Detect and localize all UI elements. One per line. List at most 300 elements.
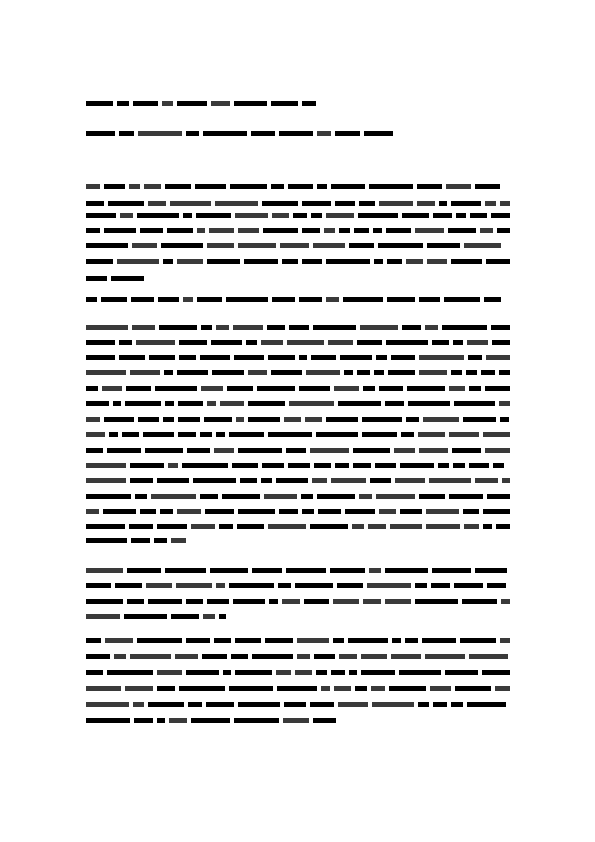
word-block: [379, 509, 396, 514]
word-block: [326, 259, 370, 264]
word-block: [86, 101, 113, 106]
word-block: [475, 568, 507, 573]
word-block: [299, 386, 330, 391]
word-block: [186, 638, 210, 643]
word-block: [321, 686, 330, 691]
word-block: [248, 401, 285, 406]
word-block: [238, 702, 280, 707]
word-block: [200, 432, 212, 437]
word-block: [331, 670, 345, 675]
word-block: [417, 201, 435, 206]
word-block: [104, 184, 125, 189]
word-block: [391, 355, 415, 360]
word-block: [233, 599, 265, 604]
word-block: [86, 568, 123, 573]
word-block: [140, 228, 163, 233]
word-block: [374, 370, 384, 375]
word-block: [132, 325, 155, 330]
word-block: [223, 670, 231, 675]
word-block: [297, 654, 310, 659]
word-block: [216, 325, 229, 330]
word-block: [157, 524, 187, 529]
word-block: [492, 340, 510, 345]
word-block: [165, 184, 191, 189]
word-block: [400, 509, 422, 514]
word-block: [158, 297, 179, 302]
word-block: [453, 463, 465, 468]
word-block: [469, 463, 489, 468]
word-block: [310, 448, 349, 453]
word-block: [220, 401, 244, 406]
text-line: [86, 259, 510, 264]
text-line: [86, 131, 398, 136]
word-block: [193, 478, 236, 483]
word-block: [212, 370, 244, 375]
word-block: [114, 654, 126, 659]
word-block: [354, 228, 369, 233]
text-line: [86, 417, 510, 422]
word-block: [133, 702, 144, 707]
word-block: [233, 325, 263, 330]
word-block: [339, 228, 350, 233]
text-line: [86, 101, 316, 106]
word-block: [86, 297, 97, 302]
word-block: [107, 448, 141, 453]
word-block: [146, 583, 172, 588]
word-block: [286, 448, 306, 453]
word-block: [261, 478, 272, 483]
word-block: [449, 432, 479, 437]
word-block: [168, 463, 178, 468]
word-block: [207, 259, 240, 264]
word-block: [295, 583, 333, 588]
word-block: [335, 463, 349, 468]
word-block: [144, 184, 161, 189]
word-block: [157, 478, 189, 483]
word-block: [311, 355, 336, 360]
word-block: [179, 355, 196, 360]
word-block: [86, 325, 128, 330]
word-block: [333, 599, 359, 604]
word-block: [252, 568, 282, 573]
word-block: [215, 201, 258, 206]
word-block: [456, 213, 466, 218]
word-block: [240, 478, 257, 483]
word-block: [501, 599, 510, 604]
word-block: [230, 184, 267, 189]
word-block: [119, 340, 132, 345]
word-block: [177, 101, 207, 106]
text-line: [86, 599, 510, 604]
word-block: [363, 386, 375, 391]
word-block: [137, 213, 179, 218]
word-block: [499, 370, 510, 375]
word-block: [399, 670, 441, 675]
word-block: [467, 702, 506, 707]
word-block: [432, 340, 449, 345]
word-block: [449, 494, 483, 499]
word-block: [175, 654, 198, 659]
word-block: [469, 654, 508, 659]
word-block: [201, 386, 223, 391]
word-block: [483, 524, 492, 529]
word-block: [104, 417, 134, 422]
word-block: [482, 670, 510, 675]
text-line: [86, 184, 510, 189]
word-block: [299, 297, 322, 302]
word-block: [206, 702, 234, 707]
word-block: [454, 401, 495, 406]
word-block: [372, 702, 414, 707]
word-block: [271, 101, 298, 106]
word-block: [402, 325, 421, 330]
word-block: [301, 494, 313, 499]
word-block: [313, 718, 336, 723]
word-block: [419, 370, 447, 375]
word-block: [138, 131, 182, 136]
word-block: [338, 702, 368, 707]
text-line: [86, 355, 510, 360]
word-block: [163, 417, 174, 422]
word-block: [334, 386, 359, 391]
word-block: [86, 401, 109, 406]
word-block: [499, 401, 510, 406]
text-line: [86, 614, 226, 619]
word-block: [485, 201, 496, 206]
word-block: [379, 386, 403, 391]
word-block: [297, 638, 329, 643]
word-block: [451, 702, 463, 707]
word-block: [491, 325, 510, 330]
word-block: [453, 340, 463, 345]
word-block: [484, 297, 501, 302]
word-block: [279, 509, 298, 514]
word-block: [316, 670, 327, 675]
word-block: [375, 463, 396, 468]
word-block: [348, 638, 388, 643]
word-block: [468, 355, 482, 360]
word-block: [86, 131, 115, 136]
word-block: [429, 478, 471, 483]
word-block: [306, 370, 340, 375]
word-block: [358, 213, 398, 218]
word-block: [495, 686, 510, 691]
word-block: [359, 201, 375, 206]
word-block: [401, 432, 414, 437]
word-block: [211, 101, 230, 106]
word-block: [157, 718, 165, 723]
word-block: [415, 599, 458, 604]
text-line: [86, 243, 510, 248]
word-block: [310, 702, 334, 707]
word-block: [483, 432, 510, 437]
word-block: [86, 478, 126, 483]
word-block: [211, 340, 242, 345]
word-block: [442, 325, 487, 330]
word-block: [126, 386, 151, 391]
word-block: [262, 201, 298, 206]
word-block: [157, 686, 175, 691]
word-block: [219, 614, 226, 619]
word-block: [200, 355, 230, 360]
text-line: [86, 509, 510, 514]
word-block: [278, 583, 291, 588]
word-block: [406, 259, 423, 264]
word-block: [120, 213, 133, 218]
word-block: [179, 686, 225, 691]
word-block: [191, 524, 215, 529]
word-block: [105, 638, 133, 643]
word-block: [131, 538, 150, 543]
word-block: [280, 243, 309, 248]
word-block: [312, 478, 327, 483]
word-block: [232, 463, 258, 468]
word-block: [170, 201, 211, 206]
word-block: [136, 340, 175, 345]
word-block: [132, 243, 157, 248]
word-block: [227, 386, 253, 391]
word-block: [246, 340, 257, 345]
word-block: [86, 614, 120, 619]
word-block: [345, 509, 375, 514]
word-block: [86, 243, 128, 248]
word-block: [86, 370, 126, 375]
word-block: [470, 213, 487, 218]
word-block: [283, 718, 309, 723]
word-block: [419, 448, 448, 453]
word-block: [124, 614, 167, 619]
word-block: [343, 297, 383, 302]
word-block: [334, 686, 351, 691]
word-block: [134, 718, 153, 723]
word-block: [268, 355, 295, 360]
word-block: [107, 670, 153, 675]
word-block: [491, 213, 510, 218]
word-block: [317, 494, 355, 499]
word-block: [238, 228, 259, 233]
text-line: [86, 432, 510, 437]
word-block: [279, 131, 313, 136]
word-block: [197, 228, 205, 233]
word-block: [344, 370, 353, 375]
word-block: [86, 201, 104, 206]
word-block: [452, 448, 481, 453]
text-line: [86, 702, 510, 707]
word-block: [287, 340, 324, 345]
word-block: [464, 243, 501, 248]
word-block: [417, 184, 442, 189]
word-block: [432, 568, 471, 573]
word-block: [178, 432, 196, 437]
word-block: [86, 276, 107, 281]
word-block: [352, 524, 364, 529]
word-block: [177, 370, 208, 375]
word-block: [183, 213, 192, 218]
word-block: [355, 686, 367, 691]
word-block: [216, 583, 225, 588]
word-block: [357, 340, 382, 345]
word-block: [234, 355, 264, 360]
word-block: [261, 340, 283, 345]
word-block: [86, 355, 115, 360]
text-line: [86, 494, 510, 499]
word-block: [102, 386, 122, 391]
word-block: [129, 184, 140, 189]
word-block: [444, 297, 480, 302]
word-block: [229, 432, 264, 437]
word-block: [310, 524, 348, 529]
word-block: [229, 583, 274, 588]
word-block: [302, 201, 331, 206]
text-line: [86, 524, 510, 529]
text-line: [86, 325, 510, 330]
word-block: [448, 228, 476, 233]
word-block: [143, 432, 174, 437]
word-block: [373, 228, 382, 233]
word-block: [446, 184, 471, 189]
word-block: [392, 638, 401, 643]
word-block: [155, 386, 197, 391]
word-block: [165, 401, 174, 406]
text-line: [86, 568, 510, 573]
text-line: [86, 276, 144, 281]
word-block: [289, 325, 309, 330]
word-block: [214, 638, 231, 643]
word-block: [148, 702, 184, 707]
word-block: [271, 184, 284, 189]
word-block: [237, 524, 264, 529]
word-block: [451, 370, 462, 375]
word-block: [311, 213, 322, 218]
word-block: [269, 599, 278, 604]
text-line: [86, 478, 510, 483]
word-block: [333, 638, 344, 643]
word-block: [388, 370, 415, 375]
word-block: [349, 670, 357, 675]
word-block: [385, 401, 404, 406]
word-block: [331, 478, 366, 483]
word-block: [154, 538, 167, 543]
word-block: [445, 670, 478, 675]
word-block: [369, 184, 413, 189]
word-block: [394, 448, 415, 453]
word-block: [353, 463, 371, 468]
word-block: [422, 638, 456, 643]
word-block: [149, 355, 175, 360]
text-line: [86, 386, 510, 391]
word-block: [178, 417, 200, 422]
word-block: [113, 401, 121, 406]
word-block: [284, 702, 306, 707]
word-block: [335, 201, 355, 206]
word-block: [131, 297, 154, 302]
word-block: [130, 463, 164, 468]
text-line: [86, 340, 510, 345]
word-block: [475, 478, 498, 483]
word-block: [138, 417, 159, 422]
word-block: [159, 325, 197, 330]
word-block: [234, 101, 267, 106]
word-block: [408, 401, 450, 406]
word-block: [86, 448, 103, 453]
word-block: [214, 448, 234, 453]
word-block: [171, 614, 199, 619]
word-block: [469, 386, 481, 391]
word-block: [386, 228, 411, 233]
word-block: [86, 599, 123, 604]
word-block: [485, 386, 510, 391]
word-block: [86, 432, 105, 437]
word-block: [391, 654, 421, 659]
word-block: [176, 583, 212, 588]
word-block: [235, 213, 268, 218]
word-block: [204, 417, 232, 422]
word-block: [117, 259, 159, 264]
word-block: [229, 686, 273, 691]
word-block: [122, 432, 139, 437]
word-block: [463, 509, 479, 514]
word-block: [400, 463, 434, 468]
word-block: [235, 670, 272, 675]
text-line: [86, 654, 510, 659]
word-block: [302, 101, 316, 106]
word-block: [119, 131, 134, 136]
word-block: [86, 702, 129, 707]
word-block: [405, 638, 418, 643]
word-block: [289, 401, 334, 406]
word-block: [415, 228, 444, 233]
word-block: [145, 448, 183, 453]
word-block: [500, 201, 510, 206]
word-block: [244, 259, 278, 264]
word-block: [487, 494, 510, 499]
word-block: [339, 654, 357, 659]
word-block: [86, 583, 111, 588]
word-block: [357, 370, 370, 375]
word-block: [195, 184, 226, 189]
word-block: [359, 494, 372, 499]
word-block: [449, 386, 465, 391]
word-block: [483, 509, 510, 514]
word-block: [262, 463, 284, 468]
word-block: [257, 386, 295, 391]
word-block: [129, 524, 153, 529]
word-block: [302, 228, 320, 233]
word-block: [265, 638, 293, 643]
word-block: [203, 131, 247, 136]
word-block: [331, 184, 365, 189]
word-block: [148, 599, 182, 604]
word-block: [371, 686, 385, 691]
word-block: [426, 509, 459, 514]
word-block: [86, 509, 99, 514]
word-block: [370, 478, 391, 483]
word-block: [197, 297, 222, 302]
word-block: [161, 243, 203, 248]
word-block: [299, 355, 307, 360]
word-block: [293, 213, 307, 218]
word-block: [418, 702, 429, 707]
text-line: [86, 670, 510, 675]
word-block: [86, 494, 131, 499]
word-block: [127, 568, 161, 573]
word-block: [238, 243, 276, 248]
word-block: [376, 355, 387, 360]
word-block: [164, 370, 173, 375]
word-block: [86, 670, 103, 675]
word-block: [433, 213, 452, 218]
text-line: [86, 448, 510, 453]
